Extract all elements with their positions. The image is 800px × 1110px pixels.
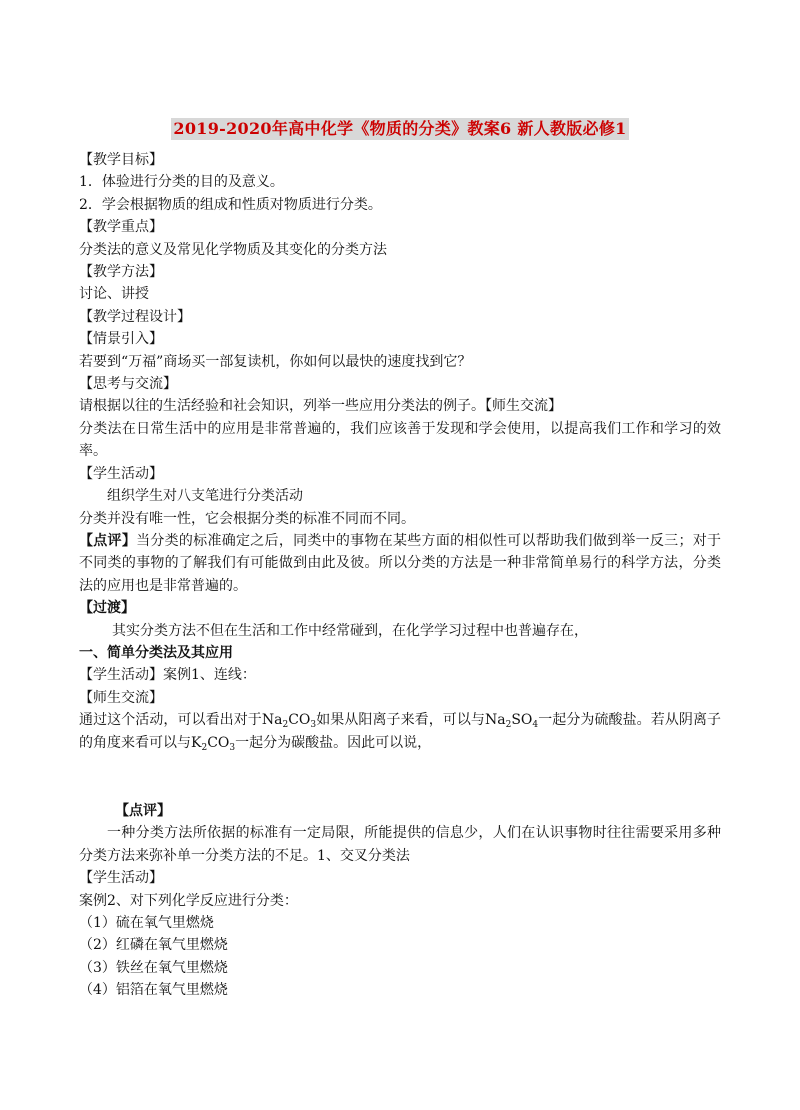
exchange-2-part-c: 一起分为硫酸盐。若从阴离子的角度来看可以与 xyxy=(79,712,722,751)
formula-subscript: 4 xyxy=(532,720,539,731)
student-activity-1-note: 分类并没有唯一性，它会根据分类的标准不同而不同。 xyxy=(79,510,415,527)
document-body xyxy=(79,149,721,1002)
formula-na2co3 xyxy=(261,712,317,731)
heading-teacher-student-exchange: 【师生交流】 xyxy=(79,689,163,706)
formula-k2co3 xyxy=(191,735,235,751)
case-2-text: 案例2、对下列化学反应进行分类： xyxy=(79,892,298,909)
section-heading-simple-classification: 一、简单分类法及其应用 xyxy=(79,644,233,661)
formula-subscript: 3 xyxy=(229,742,236,753)
formula-subscript: 3 xyxy=(310,720,317,731)
formula-part: CO xyxy=(207,734,230,751)
case-1-text: 【学生活动】案例1、连线： xyxy=(79,667,256,684)
exchange-paragraph-1: 分类法在日常生活中的应用是非常普遍的，我们应该善于发现和学会使用，以提高我们工作和学习的效率。 xyxy=(79,420,721,460)
exchange-2-part-b: 如果从阳离子来看，可以与 xyxy=(316,712,485,729)
goal-item-1: 1．体验进行分类的目的及意义。 xyxy=(79,174,284,191)
formula-part: SO xyxy=(511,712,533,729)
formula-part: CO xyxy=(288,712,311,729)
exchange-2-part-d: 一起分为碳酸盐。因此可以说， xyxy=(235,734,432,751)
reaction-item-3: （3）铁丝在氧气里燃烧 xyxy=(79,959,228,976)
formula-na2so4 xyxy=(485,712,539,731)
blank-space xyxy=(79,754,721,800)
reaction-item-2: （2）红磷在氧气里燃烧 xyxy=(79,937,228,954)
heading-scenario-intro: 【情景引入】 xyxy=(79,331,163,348)
comment-text-1: 当分类的标准确定之后，同类中的事物在某些方面的相似性可以帮助我们做到举一反三；对于不同类的事物的了解我们有可能做到由此及彼。所以分类的方法是一种非常简单易行的科学方法，分类法的应用也是非常普遍的。 xyxy=(79,532,722,594)
formula-part: Na xyxy=(261,712,283,729)
scenario-intro-text: 若要到“万福”商场买一部复读机，你如何以最快的速度找到它？ xyxy=(79,353,472,370)
teaching-method-text: 讨论、讲授 xyxy=(79,286,149,303)
formula-part: Na xyxy=(485,712,506,729)
formula-subscript: 2 xyxy=(505,720,512,731)
heading-process-design: 【教学过程设计】 xyxy=(79,308,191,325)
heading-teaching-method: 【教学方法】 xyxy=(79,264,163,281)
goal-item-2: 2．学会根据物质的组成和性质对物质进行分类。 xyxy=(79,196,382,213)
comment-paragraph-2: 一种分类方法所依据的标准有一定局限，所能提供的信息少，人们在认识事物时往往需要采用多种分类方法来弥补单一分类方法的不足。1、交叉分类法 xyxy=(79,825,721,864)
comment-label-1: 【点评】 xyxy=(79,532,137,549)
heading-student-activity-2: 【学生活动】 xyxy=(79,870,163,887)
title-container xyxy=(0,118,800,140)
exchange-paragraph-2 xyxy=(79,709,721,754)
think-exchange-text: 请根据以往的生活经验和社会知识，列举一些应用分类法的例子。【师生交流】 xyxy=(79,398,562,415)
student-activity-1-text: 组织学生对八支笔进行分类活动 xyxy=(107,488,303,505)
reaction-item-1: （1）硫在氧气里燃烧 xyxy=(79,915,214,931)
teaching-focus-text: 分类法的意义及常见化学物质及其变化的分类方法 xyxy=(79,241,387,258)
heading-teaching-goals: 【教学目标】 xyxy=(79,152,163,168)
heading-think-exchange: 【思考与交流】 xyxy=(79,376,177,393)
reaction-item-4: （4）铝箔在氧气里燃烧 xyxy=(79,982,228,999)
heading-student-activity-1: 【学生活动】 xyxy=(79,465,163,482)
transition-text: 其实分类方法不但在生活和工作中经常碰到，在化学学习过程中也普遍存在， xyxy=(112,622,588,639)
heading-teaching-focus: 【教学重点】 xyxy=(79,219,163,236)
heading-transition: 【过渡】 xyxy=(79,600,135,617)
exchange-2-part-a: 通过这个活动，可以看出对于 xyxy=(79,712,262,729)
page-title: 2019-2020年高中化学《物质的分类》教案6 新人教版必修1 xyxy=(173,119,627,138)
comment-heading-2: 【点评】 xyxy=(115,802,171,819)
formula-subscript: 2 xyxy=(201,742,208,753)
formula-subscript: 2 xyxy=(282,720,289,731)
formula-part: K xyxy=(191,734,202,751)
comment-paragraph-1 xyxy=(79,530,721,597)
